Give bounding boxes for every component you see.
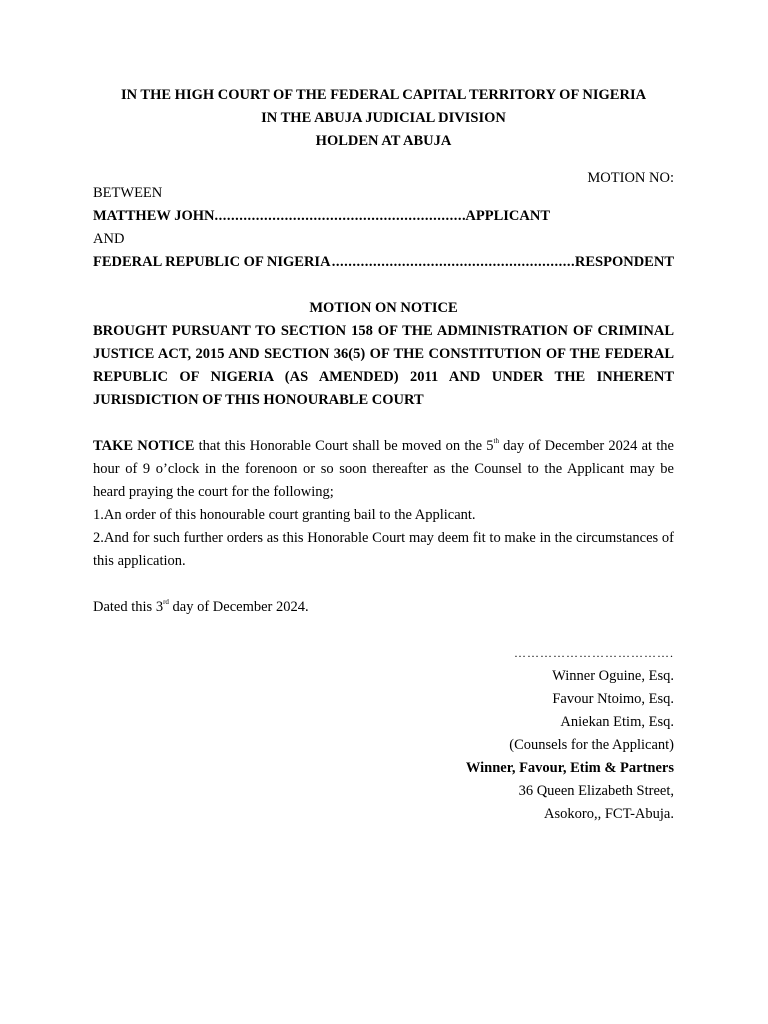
dated-text-b: day of December 2024. bbox=[168, 599, 309, 615]
counsel-role: (Counsels for the Applicant) bbox=[509, 737, 674, 753]
motion-title: MOTION ON NOTICE bbox=[309, 300, 458, 316]
notice-text-b: day of December 2024 at the hour of 9 o’clock in the forenoon or so soon thereafter as the Counsel to the Applicant may be heard praying the court for the following; bbox=[93, 438, 674, 500]
counsel-name-2: Favour Ntoimo, Esq. bbox=[552, 691, 674, 707]
counsel-name-1: Winner Oguine, Esq. bbox=[552, 668, 674, 684]
applicant-role: APPLICANT bbox=[465, 208, 550, 224]
respondent-leader-dots bbox=[332, 251, 574, 274]
notice-text-a: that this Honorable Court shall be moved on the 5 bbox=[194, 438, 494, 454]
firm-name: Winner, Favour, Etim & Partners bbox=[465, 760, 674, 776]
applicant-name: MATTHEW JOHN bbox=[93, 208, 215, 224]
dated-text-a: Dated this 3 bbox=[93, 599, 164, 615]
motion-number: MOTION NO: bbox=[587, 170, 674, 186]
signature-line: ………………………………. bbox=[514, 646, 674, 660]
notice-lead: TAKE NOTICE bbox=[93, 438, 195, 454]
prayer-item-2: 2.And for such further orders as this Honorable Court may deem fit to make in the circumstances of this application. bbox=[93, 530, 674, 569]
respondent-role: RESPONDENT bbox=[574, 254, 674, 270]
dated-suffix: rd bbox=[163, 598, 169, 607]
applicant-leader-dots bbox=[215, 205, 466, 228]
respondent-name: FEDERAL REPUBLIC OF NIGERIA bbox=[93, 254, 331, 270]
notice-paragraph bbox=[93, 435, 674, 504]
document-body bbox=[93, 84, 674, 826]
dated-line bbox=[93, 596, 674, 619]
and-label: AND bbox=[93, 231, 125, 247]
respondent-line bbox=[93, 251, 674, 274]
court-heading-line2: IN THE ABUJA JUDICIAL DIVISION bbox=[261, 110, 506, 126]
applicant-line bbox=[93, 205, 550, 228]
between-label: BETWEEN bbox=[93, 185, 163, 201]
motion-pursuant-clause: BROUGHT PURSUANT TO SECTION 158 OF THE ADMINISTRATION OF CRIMINAL JUSTICE ACT, 2015 AND SECTION 36(5) OF THE CONSTITUTION OF THE FEDERAL REPUBLIC OF NIGERIA (AS AMENDED) 2011 AND UNDER THE INHERENT JURISDICTION OF THIS HONOURABLE COURT bbox=[93, 323, 674, 408]
counsel-name-3: Aniekan Etim, Esq. bbox=[560, 714, 674, 730]
notice-date-suffix: th bbox=[493, 437, 499, 446]
firm-address-line1: 36 Queen Elizabeth Street, bbox=[518, 783, 674, 799]
court-heading-line1: IN THE HIGH COURT OF THE FEDERAL CAPITAL TERRITORY OF NIGERIA bbox=[120, 87, 647, 103]
prayer-item-1: 1.An order of this honourable court granting bail to the Applicant. bbox=[93, 507, 476, 523]
firm-address-line2: Asokoro,, FCT-Abuja. bbox=[544, 806, 674, 822]
court-heading-line3: HOLDEN AT ABUJA bbox=[315, 133, 452, 149]
